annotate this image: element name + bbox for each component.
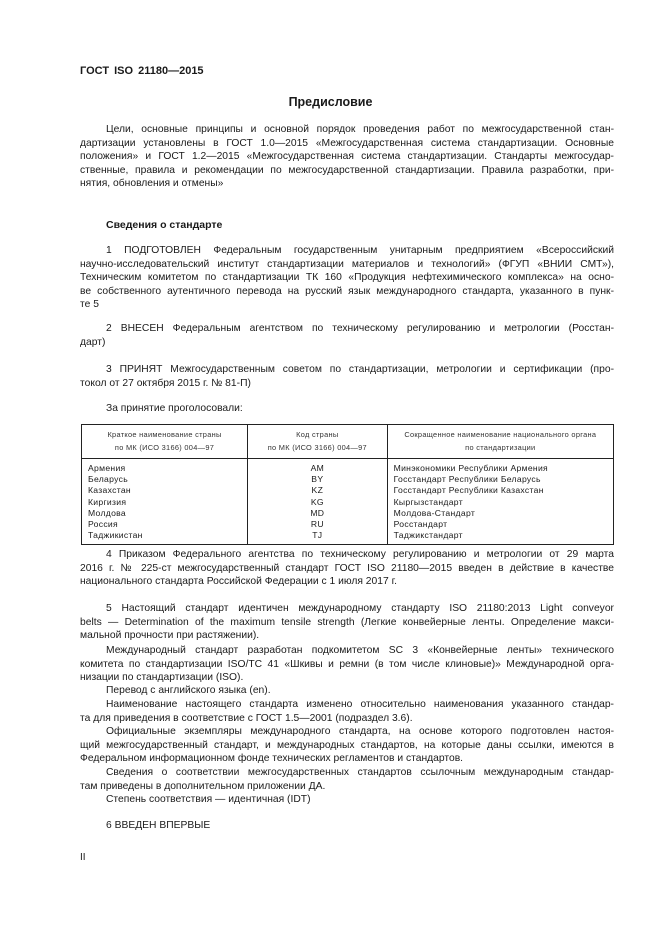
country-cell: Казахстан (82, 485, 248, 496)
column-header-line: по МК (ИСО 3166) 004—97 (267, 443, 367, 452)
table-header-row (82, 425, 614, 459)
table-body (82, 459, 614, 545)
text-line: 3 ПРИНЯТ Межгосударственным советом по стандартизации, метрологии и сертификации (про- (106, 364, 614, 375)
paragraph-item (80, 766, 614, 793)
text-line: щий межгосударственный стандарт, и международных стандартов, на которые даны ссылки, имеются в (80, 739, 614, 751)
table-row (82, 485, 614, 496)
text-line: дартизации установлены в ГОСТ 1.0—2015 «Межгосударственная система стандартизации. Основные (80, 137, 614, 149)
country-cell: Армения (82, 459, 248, 475)
paragraph-item (80, 322, 614, 349)
code-cell: MD (248, 508, 388, 519)
paragraph-item (80, 244, 614, 312)
column-header-line: Код страны (296, 430, 339, 439)
table-row (82, 497, 614, 508)
table-row (82, 508, 614, 519)
text-line: токол от 27 октября 2015 г. № 81-П) (80, 377, 251, 389)
voting-table (81, 424, 614, 545)
paragraph-item (80, 548, 614, 589)
page-number: II (80, 852, 86, 863)
column-header (248, 425, 388, 459)
agency-cell: Кыргызстандарт (387, 497, 613, 508)
paragraph-item (80, 698, 614, 725)
text-line: Наименование настоящего стандарта изменено относительно наименования указанного стандар- (106, 699, 614, 710)
code-cell: RU (248, 519, 388, 530)
text-line: нятия, обновления и отмены» (80, 178, 224, 190)
code-cell: AM (248, 459, 388, 475)
text-line: дарт) (80, 336, 106, 348)
country-cell: Киргизия (82, 497, 248, 508)
text-line: Перевод с английского языка (en). (106, 685, 271, 696)
table-row (82, 519, 614, 530)
paragraph-item (80, 684, 614, 698)
paragraph-item (80, 644, 614, 685)
text-line: Международный стандарт разработан подкомитетом SC 3 «Конвейерные ленты» технического (106, 645, 614, 656)
table-row (82, 474, 614, 485)
column-header-line: по стандартизации (465, 443, 536, 452)
text-line: ве собственного аутентичного перевода на русский язык международного стандарта, указанного в пунк- (80, 285, 614, 297)
text-line: 2016 г. № 225-ст межгосударственный стандарт ГОСТ ISO 21180—2015 введен в действие в качестве (80, 562, 614, 574)
code-cell: BY (248, 474, 388, 485)
text-line: Федеральном информационном фонде технических регламентов и стандартов. (80, 753, 464, 765)
text-line: Официальные экземпляры международного стандарта, на основе которого подготовлен настоя- (106, 726, 614, 737)
text-line: 2 ВНЕСЕН Федеральным агентством по техническому регулированию и метрологии (Росстан- (106, 323, 614, 334)
text-line: научно-исследовательский институт стандартизации материалов и технологий» (ФГУП «ВНИИ СМТ»), (80, 258, 614, 270)
text-line: те 5 (80, 299, 99, 311)
column-header-line: Краткое наименование страны (107, 430, 222, 439)
code-cell: TJ (248, 530, 388, 545)
country-cell: Молдова (82, 508, 248, 519)
country-cell: Таджикистан (82, 530, 248, 545)
table-row (82, 459, 614, 475)
column-header-line: Сокращенное наименование национального органа (404, 430, 597, 439)
document-header: ГОСТ ISO 21180—2015 (80, 65, 204, 77)
text-line: положения» и ГОСТ 1.2—2015 «Межгосударственная система стандартизации. Стандарты межгосудар- (80, 151, 614, 163)
agency-cell: Минэкономики Республики Армения (387, 459, 613, 475)
text-line: та для приведения в соответствие с ГОСТ 1.5—2001 (подраздел 3.6). (80, 712, 413, 724)
country-cell: Беларусь (82, 474, 248, 485)
text-line: Цели, основные принципы и основной порядок проведения работ по межгосударственной стан- (106, 124, 614, 135)
column-header-line: по МК (ИСО 3166) 004—97 (114, 443, 215, 452)
agency-cell: Госстандарт Республики Казахстан (387, 485, 613, 496)
code-cell: KZ (248, 485, 388, 496)
paragraph-item (80, 363, 614, 390)
agency-cell: Молдова-Стандарт (387, 508, 613, 519)
text-line: комитета по стандартизации ISO/TC 41 «Шкивы и ремни (в том числе клиновые)» Международной орга- (80, 658, 614, 670)
paragraph-item (80, 602, 614, 643)
paragraph-item (80, 725, 614, 766)
paragraph-item (80, 402, 614, 416)
text-line: низации по стандартизации (ISO). (80, 672, 244, 684)
column-header (387, 425, 613, 459)
text-line: ственные, правила и рекомендации по межгосударственной стандартизации. Правила разработки, при- (80, 164, 614, 176)
text-line: belts — Determination of the maximum tensile strength (Легкие конвейерные ленты. Определение макси- (80, 616, 614, 628)
country-cell: Россия (82, 519, 248, 530)
column-header (82, 425, 248, 459)
intro-paragraph (80, 123, 614, 191)
text-line: национального стандарта Российской Федерации с 1 июля 2017 г. (80, 576, 397, 588)
text-line: 1 ПОДГОТОВЛЕН Федеральным государственным унитарным предприятием «Всероссийский (106, 245, 614, 256)
text-line: 4 Приказом Федерального агентства по техническому регулированию и метрологии от 29 марта (106, 549, 614, 560)
text-line: Степень соответствия — идентичная (IDT) (106, 794, 311, 805)
text-line: Сведения о соответствии межгосударственных стандартов ссылочным международным стандар- (106, 767, 614, 778)
agency-cell: Госстандарт Республики Беларусь (387, 474, 613, 485)
text-line: Техническим комитетом по стандартизации ТК 160 «Продукция нефтехимического комплекса» на осно- (80, 272, 614, 284)
agency-cell: Таджикстандарт (387, 530, 613, 545)
text-line: мальной прочности при растяжении). (80, 630, 260, 642)
table-row (82, 530, 614, 545)
page-title: Предисловие (288, 95, 373, 109)
agency-cell: Росстандарт (387, 519, 613, 530)
section-title: Сведения о стандарте (106, 219, 223, 231)
text-line: там приведены в дополнительном приложении ДА. (80, 780, 326, 792)
text-line: За принятие проголосовали: (106, 403, 243, 414)
paragraph-item (80, 819, 614, 833)
text-line: 5 Настоящий стандарт идентичен международному стандарту ISO 21180:2013 Light conveyor (106, 603, 614, 614)
text-line: 6 ВВЕДЕН ВПЕРВЫЕ (106, 820, 211, 831)
paragraph-item (80, 793, 614, 807)
code-cell: KG (248, 497, 388, 508)
